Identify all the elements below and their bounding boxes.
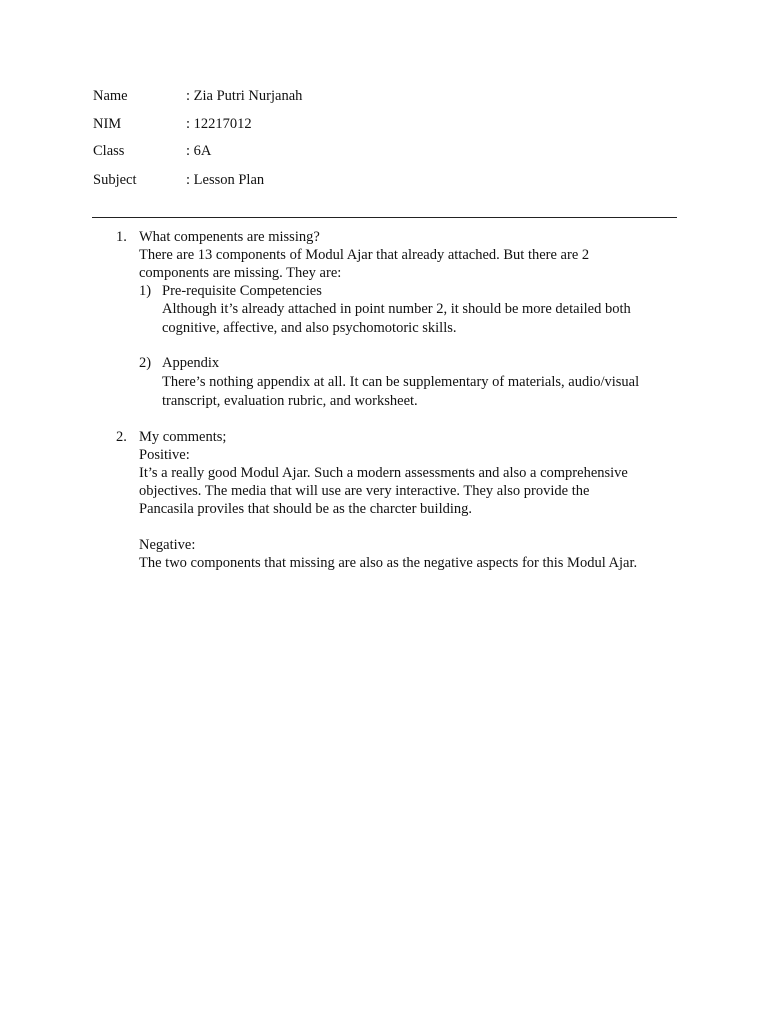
nim-row <box>93 115 252 133</box>
q1-intro-line-2: components are missing. They are: <box>139 265 342 281</box>
q2-negative-line-1: The two components that missing are also as the negative aspects for this Modul Ajar. <box>139 555 638 571</box>
subject-value: : Lesson Plan <box>186 172 265 188</box>
q2-negative-label: Negative: <box>139 537 196 553</box>
q1-item-1-number: 1) <box>139 283 152 299</box>
q1-item-2-title: Appendix <box>162 355 220 371</box>
name-row <box>93 87 302 105</box>
q2-positive-label: Positive: <box>139 447 190 463</box>
class-value: : 6A <box>186 143 212 159</box>
q1-intro-line-1: There are 13 components of Modul Ajar that already attached. But there are 2 <box>139 247 590 263</box>
q2-number: 2. <box>116 429 127 445</box>
class-label: Class <box>93 143 125 159</box>
q2-positive-line-1: It’s a really good Modul Ajar. Such a modern assessments and also a comprehensive <box>139 465 628 481</box>
horizontal-divider <box>92 217 677 218</box>
nim-label: NIM <box>93 116 122 132</box>
class-row <box>93 142 211 160</box>
subject-label: Subject <box>93 172 137 188</box>
q1-item-2-text-line-1: There’s nothing appendix at all. It can be supplementary of materials, audio/visual <box>162 374 640 390</box>
q1-item-2-number: 2) <box>139 355 152 371</box>
name-value: : Zia Putri Nurjanah <box>186 88 303 104</box>
q1-question: What compenents are missing? <box>139 229 320 245</box>
q2-title: My comments; <box>139 429 227 445</box>
subject-row <box>93 171 264 189</box>
q1-number: 1. <box>116 229 127 245</box>
q2-positive-line-3: Pancasila proviles that should be as the charcter building. <box>139 501 473 517</box>
q1-item-1-title: Pre-requisite Competencies <box>162 283 322 299</box>
q2-positive-line-2: objectives. The media that will use are very interactive. They also provide the <box>139 483 590 499</box>
q1-item-2-text-line-2: transcript, evaluation rubric, and worksheet. <box>162 393 418 409</box>
name-label: Name <box>93 88 128 104</box>
q1-item-1-text-line-2: cognitive, affective, and also psychomotoric skills. <box>162 320 457 336</box>
nim-value: : 12217012 <box>186 116 252 132</box>
q1-item-1-text-line-1: Although it’s already attached in point number 2, it should be more detailed both <box>162 301 631 317</box>
